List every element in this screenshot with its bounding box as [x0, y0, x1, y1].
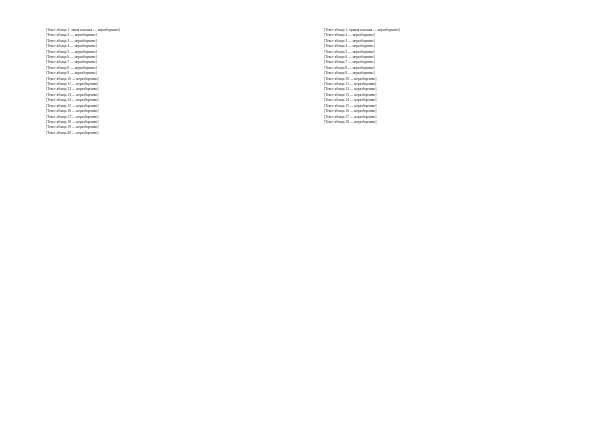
- paragraph: [Текст абзаца 16 — неразборчиво]: [46, 109, 99, 114]
- paragraph: [Текст абзаца 18 — неразборчиво]: [324, 119, 377, 124]
- paragraph: [Текст абзаца 9 — неразборчиво]: [324, 71, 375, 76]
- paragraph: [Текст абзаца 11 — неразборчиво]: [324, 82, 377, 87]
- paragraph: [Текст абзаца 7 — неразборчиво]: [324, 60, 375, 65]
- paragraph: [Текст абзаца 10 — неразборчиво]: [324, 76, 377, 81]
- paragraph: [Текст абзаца 14 — неразборчиво]: [46, 98, 99, 103]
- paragraph: [Текст абзаца 5 — неразборчиво]: [324, 49, 375, 54]
- paragraph: [Текст абзаца 13 — неразборчиво]: [324, 92, 377, 97]
- paragraph: [Текст абзаца 1, левая колонка — неразборчиво]: [46, 28, 120, 32]
- paragraph: [Текст абзаца 19 — неразборчиво]: [46, 125, 99, 130]
- paragraph: [Текст абзаца 6 — неразборчиво]: [46, 55, 97, 60]
- paragraph: [Текст абзаца 15 — неразборчиво]: [324, 103, 377, 108]
- paragraph: [Текст абзаца 15 — неразборчиво]: [46, 103, 99, 108]
- paragraph: [Текст абзаца 12 — неразборчиво]: [46, 87, 99, 92]
- paragraph: [Текст абзаца 8 — неразборчиво]: [46, 65, 97, 70]
- paragraph: [Текст абзаца 6 — неразборчиво]: [324, 55, 375, 60]
- paragraph: [Текст абзаца 17 — неразборчиво]: [324, 114, 377, 119]
- paragraph: [Текст абзаца 2 — неразборчиво]: [46, 33, 97, 38]
- paragraph: [Текст абзаца 9 — неразборчиво]: [46, 71, 97, 76]
- paragraph: [Текст абзаца 12 — неразборчиво]: [324, 87, 377, 92]
- left-column: [38, 28, 302, 408]
- paragraph: [Текст абзаца 10 — неразборчиво]: [46, 76, 99, 81]
- right-column: [316, 28, 580, 408]
- paragraph: [Текст абзаца 8 — неразборчиво]: [324, 65, 375, 70]
- paragraph: [Текст абзаца 4 — неразборчиво]: [46, 44, 97, 49]
- paragraph: [Текст абзаца 11 — неразборчиво]: [46, 82, 99, 87]
- paragraph: [Текст абзаца 4 — неразборчиво]: [324, 44, 375, 49]
- paragraph: [Текст абзаца 1, правая колонка — неразборчиво]: [324, 28, 400, 32]
- paragraph: [Текст абзаца 17 — неразборчиво]: [46, 114, 99, 119]
- paragraph: [Текст абзаца 16 — неразборчиво]: [324, 109, 377, 114]
- paragraph: [Текст абзаца 13 — неразборчиво]: [46, 92, 99, 97]
- paragraph: [Текст абзаца 2 — неразборчиво]: [324, 33, 375, 38]
- paragraph: [Текст абзаца 18 — неразборчиво]: [46, 119, 99, 124]
- paragraph: [Текст абзаца 14 — неразборчиво]: [324, 98, 377, 103]
- paragraph: [Текст абзаца 3 — неразборчиво]: [46, 38, 97, 43]
- paragraph: [Текст абзаца 7 — неразборчиво]: [46, 60, 97, 65]
- paragraph: [Текст абзаца 5 — неразборчиво]: [46, 49, 97, 54]
- paragraph: [Текст абзаца 3 — неразборчиво]: [324, 38, 375, 43]
- paragraph: [Текст абзаца 20 — неразборчиво]: [46, 130, 99, 135]
